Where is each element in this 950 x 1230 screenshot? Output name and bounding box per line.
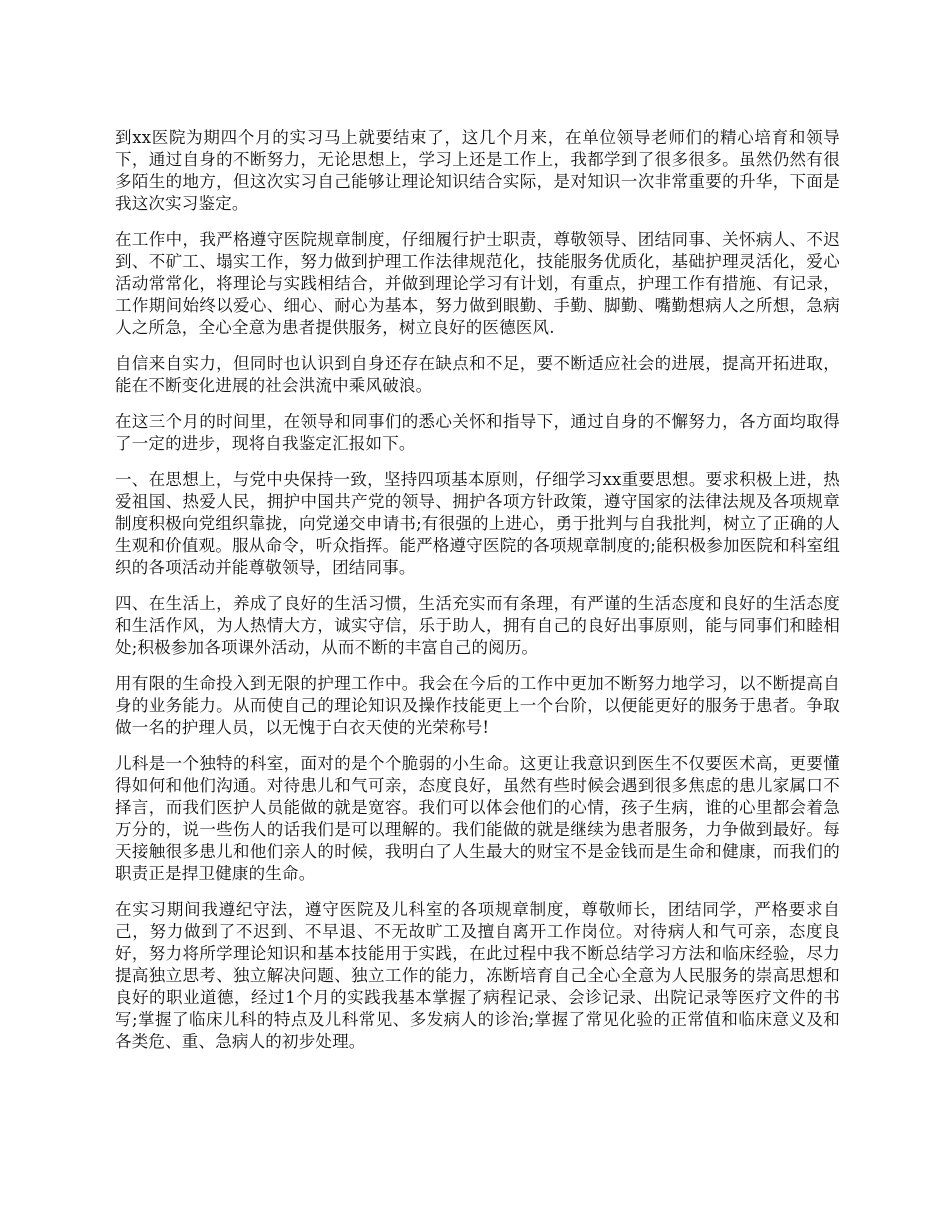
paragraph: 用有限的生命投入到无限的护理工作中。我会在今后的工作中更加不断努力地学习，以不断提高自身的业务能力。从而使自己的理论知识及操作技能更上一个台阶，以便能更好的服务于患者。争取做一名的护理人员，以无愧于白衣天使的光荣称号! <box>115 674 840 737</box>
paragraph: 一、在思想上，与党中央保持一致，坚持四项基本原则，仔细学习xx重要思想。要求积极上进，热爱祖国、热爱人民，拥护中国共产党的领导、拥护各项方针政策，遵守国家的法律法规及各项规章制度积极向党组织靠拢，向党递交申请书;有很强的上进心，勇于批判与自我批判，树立了正确的人生观和价值观。服从命令，听众指挥。能严格遵守医院的各项规章制度的;能积极参加医院和科室组织的各项活动并能尊敬领导，团结同事。 <box>115 470 840 577</box>
paragraph: 在工作中，我严格遵守医院规章制度，仔细履行护士职责，尊敬领导、团结同事、关怀病人、不迟到、不矿工、塌实工作，努力做到护理工作法律规范化，技能服务优质化，基础护理灵活化，爱心活动常常化，将理论与实践相结合，并做到理论学习有计划，有重点，护理工作有措施、有记录，工作期间始终以爱心、细心、耐心为基本，努力做到眼勤、手勤、脚勤、嘴勤想病人之所想，急病人之所急，全心全意为患者提供服务，树立良好的医德医风. <box>115 230 840 337</box>
paragraph: 儿科是一个独特的科室，面对的是个个脆弱的小生命。这更让我意识到医生不仅要医术高，更要懂得如何和他们沟通。对待患儿和气可亲，态度良好，虽然有些时候会遇到很多焦虑的患儿家属口不择言，而我们医护人员能做的就是宽容。我们可以体会他们的心情，孩子生病，谁的心里都会着急万分的，说一些伤人的话我们是可以理解的。我们能做的就是继续为患者服务，力争做到最好。每天接触很多患儿和他们亲人的时候，我明白了人生最大的财宝不是金钱而是生命和健康，而我们的职责正是捍卫健康的生命。 <box>115 754 840 883</box>
paragraph: 自信来自实力，但同时也认识到自身还存在缺点和不足，要不断适应社会的进展，提高开拓进取，能在不断变化进展的社会洪流中乘风破浪。 <box>115 354 840 395</box>
paragraph: 到xx医院为期四个月的实习马上就要结束了，这几个月来，在单位领导老师们的精心培育和领导下，通过自身的不断努力，无论思想上，学习上还是工作上，我都学到了很多很多。虽然仍然有很多陌生的地方，但这次实习自己能够让理论知识结合实际，是对知识一次非常重要的升华，下面是我这次实习鉴定。 <box>115 128 840 213</box>
paragraph: 四、在生活上，养成了良好的生活习惯，生活充实而有条理，有严谨的生活态度和良好的生活态度和生活作风，为人热情大方，诚实守信，乐于助人，拥有自己的良好出事原则，能与同事们和睦相处;积极参加各项课外活动，从而不断的丰富自己的阅历。 <box>115 594 840 657</box>
document-body <box>115 127 840 1067</box>
paragraph: 在这三个月的时间里，在领导和同事们的悉心关怀和指导下，通过自身的不懈努力，各方面均取得了一定的进步，现将自我鉴定汇报如下。 <box>115 412 840 453</box>
paragraph: 在实习期间我遵纪守法，遵守医院及儿科室的各项规章制度，尊敬师长，团结同学，严格要求自己，努力做到了不迟到、不早退、不无故旷工及擅自离开工作岗位。对待病人和气可亲，态度良好，努力将所学理论知识和基本技能用于实践，在此过程中我不断总结学习方法和临床经验，尽力提高独立思考、独立解决问题、独立工作的能力，冻断培育自己全心全意为人民服务的崇高思想和良好的职业道德，经过1个月的实践我基本掌握了病程记录、会诊记录、出院记录等医疗文件的书写;掌握了临床儿科的特点及儿科常见、多发病人的诊治;掌握了常见化验的正常值和临床意义及和各类危、重、急病人的初步处理。 <box>115 900 840 1051</box>
